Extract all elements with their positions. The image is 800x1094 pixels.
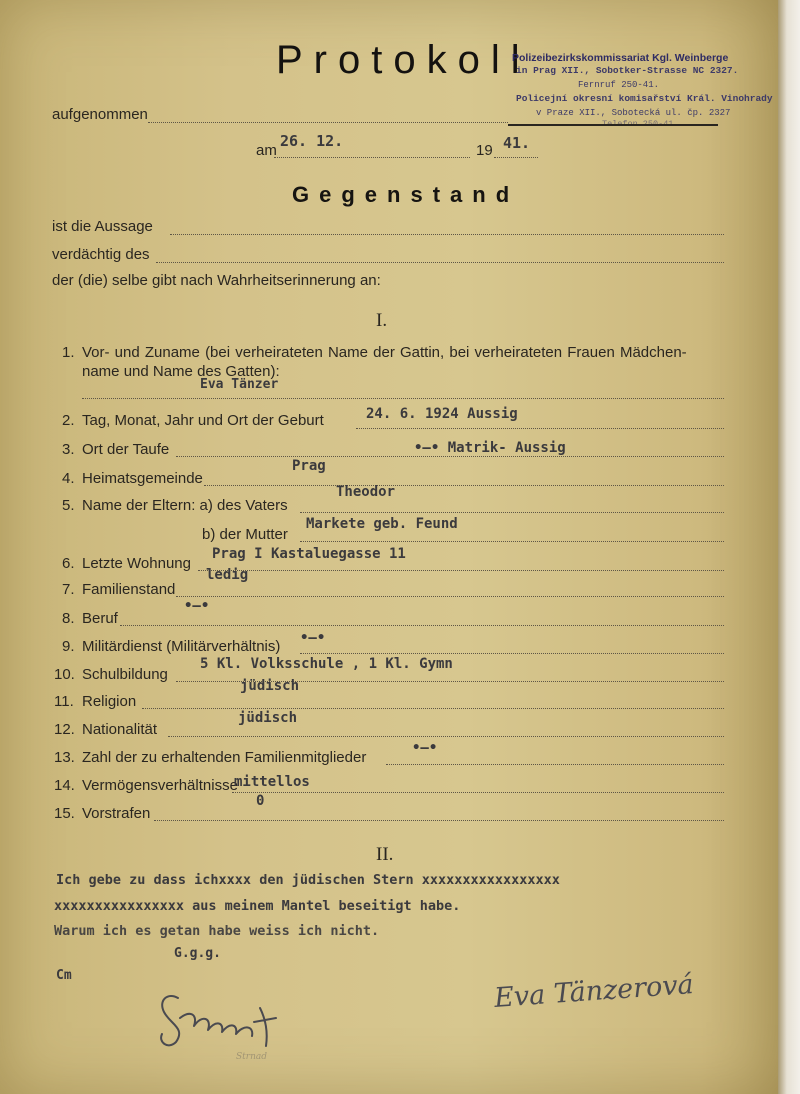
item-7-line [176,596,724,597]
signature-right: Eva Tänzerová [493,969,695,1014]
item-11-label: Religion [82,693,137,710]
verdaechtig-label: verdächtig des [52,246,150,263]
item-13-line [386,764,724,765]
signature-left-drawing [150,988,320,1050]
item-13-label: Zahl der zu erhaltenden Familienmitglieder [82,749,367,766]
section-2-heading: II. [376,844,394,865]
stamp-line-5: v Praze XII., Sobotecká ul. čp. 2327 [536,108,731,118]
item-1-line [82,398,724,399]
item-6-line [198,570,724,571]
item-5-label: Name der Eltern: a) des Vaters [82,497,288,514]
item-7-value: ledig [206,567,249,583]
gegenstand-heading: Gegenstand [292,182,520,207]
item-5b-value: Markete geb. Feund [306,516,458,532]
item-4-number: 4. [62,470,75,487]
item-12-value: jüdisch [238,710,298,726]
year-value: 41. [503,134,531,152]
item-11-number: 11. [54,693,74,710]
item-1-value: Eva Tänzer [200,377,279,392]
item-2-line [356,428,724,429]
item-5-line [300,512,724,513]
year-line [494,157,538,158]
stamp-line-4: Policejní okresní komisařství Král. Vinohrady [516,93,773,104]
item-3-value: •—• Matrik- Aussig [414,440,566,456]
item-14-label: Vermögensverhältnisse [82,777,238,794]
statement-line-3: Warum ich es getan habe weiss ich nicht. [54,923,380,939]
item-1-label-cont: name und Name des Gatten): [82,363,280,380]
item-12-label: Nationalität [82,721,158,738]
item-15-label: Vorstrafen [82,805,151,822]
item-15-value: 0 [256,793,265,809]
date-line [274,157,470,158]
item-9-label: Militärdienst (Militärverhältnis) [82,638,281,655]
aussage-line [170,234,724,235]
statement-line-2: xxxxxxxxxxxxxxxx aus meinem Mantel beseitigt habe. [54,898,461,914]
header-rule [508,124,718,126]
statement-line-1: Ich gebe zu dass ichxxxx den jüdischen Stern xxxxxxxxxxxxxxxxx [56,872,560,888]
item-9-number: 9. [62,638,75,655]
item-1-label: Vor- und Zuname (bei verheirateten Name der Gattin, bei verheirateten Frauen Mädchen- [82,344,687,361]
item-11-value: jüdisch [240,678,300,694]
item-15-line [154,820,724,821]
item-6-number: 6. [62,555,75,572]
item-2-value: 24. 6. 1924 Aussig [366,406,518,422]
item-10-number: 10. [54,666,75,683]
item-1-number: 1. [62,344,75,361]
item-5b-line [300,541,724,542]
year-prefix: 19 [476,142,493,159]
item-5b-label: b) der Mutter [202,526,288,543]
item-3-number: 3. [62,441,75,458]
am-label: am [256,142,277,159]
aufgenommen-line [148,122,508,123]
stamp-line-3: Fernruf 250-41. [578,80,660,90]
item-15-number: 15. [54,805,75,822]
page-edge [778,0,800,1094]
document-title: Protokoll [276,38,531,82]
verdaechtig-line [156,262,724,263]
stamp-line-1: Polizeibezirkskommissariat Kgl. Weinberge [512,52,729,64]
item-8-line [120,625,724,626]
item-6-value: Prag I Kastaluegasse 11 [212,546,406,562]
item-3-line [176,456,724,457]
item-5-number: 5. [62,497,75,514]
aussage-label: ist die Aussage [52,218,153,235]
section-1-heading: I. [376,310,388,331]
item-12-line [168,736,724,737]
item-4-label: Heimatsgemeinde [82,470,203,487]
item-7-label: Familienstand [82,581,176,598]
item-12-number: 12. [54,721,75,738]
item-14-line [232,792,724,793]
item-14-value: mittellos [234,774,310,790]
item-8-label: Beruf [82,610,118,627]
item-9-line [300,653,724,654]
item-13-value: •—• [412,740,438,756]
item-10-value: 5 Kl. Volksschule , 1 Kl. Gymn [200,656,453,672]
item-2-number: 2. [62,412,75,429]
statement-gsg: G.g.g. [174,946,221,961]
date-value: 26. 12. [280,132,344,150]
stamp-line-2: in Prag XII., Sobotker-Strasse NC 2327. [516,65,739,76]
item-11-line [142,708,724,709]
item-9-value: •—• [300,630,326,646]
wahrheit-label: der (die) selbe gibt nach Wahrheitserinnerung an: [52,272,381,289]
item-4-value: Prag [292,458,326,474]
statement-cm: Cm [56,968,72,983]
item-6-label: Letzte Wohnung [82,555,191,572]
item-2-label: Tag, Monat, Jahr und Ort der Geburt [82,412,324,429]
item-5-value: Theodor [336,484,396,500]
item-7-number: 7. [62,581,75,598]
item-8-number: 8. [62,610,75,627]
item-10-label: Schulbildung [82,666,168,683]
signature-left-text: Strnad [236,1052,268,1062]
item-13-number: 13. [54,749,75,766]
item-4-line [204,485,724,486]
item-3-label: Ort der Taufe [82,441,170,458]
stamp-line-6: Telefon 250-41. [602,119,679,129]
item-14-number: 14. [54,777,75,794]
item-8-value: •—• [184,598,210,614]
aufgenommen-label: aufgenommen [52,106,148,123]
